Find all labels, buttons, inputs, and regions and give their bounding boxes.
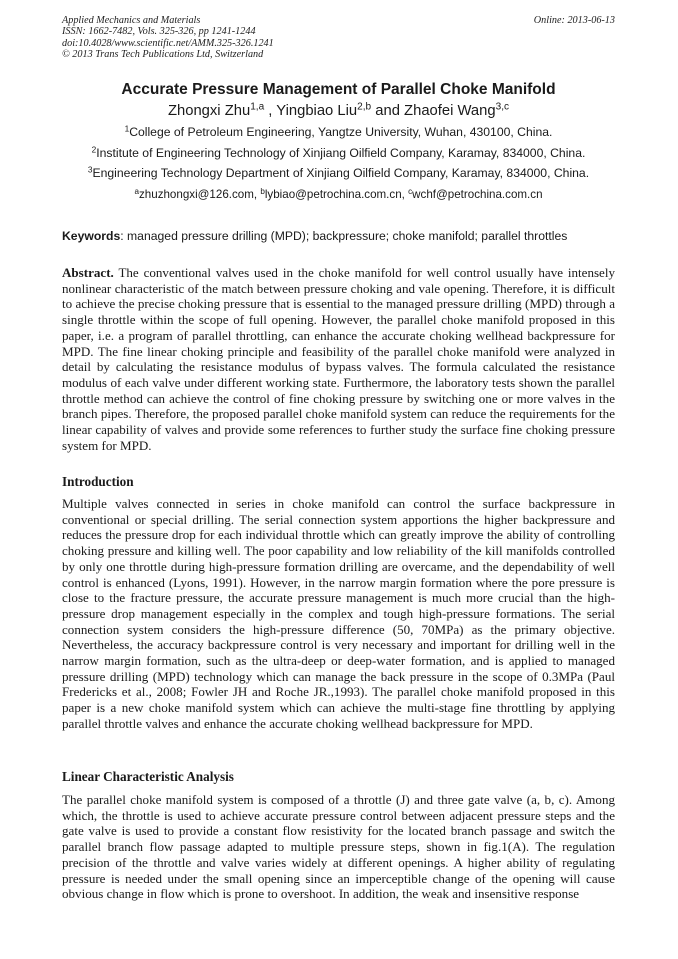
author-sup: 3,c bbox=[495, 101, 510, 113]
keywords-text: : managed pressure drilling (MPD); backpressure; choke manifold; parallel throttles bbox=[120, 229, 568, 243]
author-line bbox=[62, 100, 615, 122]
affiliation-sup: 2 bbox=[91, 143, 97, 154]
title-block bbox=[62, 80, 615, 203]
doi-line: doi:10.4028/www.scientific.net/AMM.325-326.1241 bbox=[62, 37, 274, 49]
email-link[interactable]: lybiao@petrochina.com.cn bbox=[264, 187, 402, 201]
paper-title: Accurate Pressure Management of Parallel Choke Manifold bbox=[121, 81, 556, 98]
keywords-label: Keywords bbox=[62, 229, 121, 243]
email-separator: , bbox=[401, 187, 409, 201]
email-link[interactable]: wchf@petrochina.com.cn bbox=[412, 187, 543, 201]
journal-header bbox=[62, 15, 615, 61]
copyright-line: © 2013 Trans Tech Publications Ltd, Switzerland bbox=[62, 49, 264, 61]
keywords-line bbox=[62, 229, 615, 244]
author-sup: 2,b bbox=[357, 101, 372, 113]
linear-analysis-heading: Linear Characteristic Analysis bbox=[62, 769, 234, 784]
affiliation-text: Engineering Technology Department of Xinjiang Oilfield Company, Karamay, 834000, China. bbox=[92, 166, 590, 180]
affiliation-sup: 1 bbox=[124, 123, 130, 134]
email-line bbox=[62, 187, 615, 203]
affiliation-text: Institute of Engineering Technology of Xinjiang Oilfield Company, Karamay, 834000, China. bbox=[96, 145, 586, 160]
abstract-label: Abstract. bbox=[62, 265, 114, 280]
affiliation-text: College of Petroleum Engineering, Yangtze University, Wuhan, 430100, China. bbox=[129, 125, 553, 139]
abstract-paragraph bbox=[62, 265, 615, 453]
author-name: Yingbiao Liu bbox=[276, 103, 358, 119]
journal-name: Applied Mechanics and Materials bbox=[62, 15, 201, 26]
introduction-heading: Introduction bbox=[62, 474, 134, 489]
online-date: Online: 2013-06-13 bbox=[533, 15, 615, 26]
affiliation-sup: 3 bbox=[87, 164, 93, 175]
email-sup: b bbox=[260, 186, 265, 196]
email-sup: a bbox=[134, 186, 139, 196]
email-link[interactable]: zhuzhongxi@126.com bbox=[139, 187, 254, 201]
affiliation-3 bbox=[62, 163, 615, 184]
author-separator: , bbox=[264, 103, 277, 119]
introduction-paragraph: Multiple valves connected in series in choke manifold can control the surface backpressure in conventional or special drilling. The serial connection system apportions the higher backpressure and reduces the pressure drop for each individual throttle which can greatly improve the ability of controlling choking pressure and killing well. The poor capability and low reliability of the kill manifolds controlled by only one throttle during high-pressure formation drilling are overcame, and the dependability of well control is enhanced (Lyons, 1991). However, in the narrow margin formation where the pore pressure is close to the fracture pressure, the accurate pressure management is much more crucial than the high-pressure drop management especially in the complex and tough high-pressure formations. The serial connection system considers the high-pressure difference (50, 70MPa) as the primary objective. Nevertheless, the accuracy backpressure control is very necessary and important for drilling well in the narrow margin formation, such as the ultra-deep or deep-water formation, and is applied to managed pressure drilling (MPD) technology which can manage the back pressure in the scope of 0.3MPa (Paul Fredericks et al., 2008; Fowler JH and Roche JR.,1993). The parallel choke manifold proposed in this paper is a new choke manifold system which can achieve the multi-stage fine throttling by applying parallel throttle valves and enhance the accurate choking wellhead backpressure for MPD. bbox=[62, 496, 615, 731]
author-name: Zhaofei Wang bbox=[404, 103, 496, 119]
author-name: Zhongxi Zhu bbox=[167, 103, 251, 119]
affiliation-2 bbox=[62, 143, 615, 164]
linear-analysis-paragraph: The parallel choke manifold system is composed of a throttle (J) and three gate valve (a, b, c). Among which, the throttle is used to achieve accurate pressure control between adjacent pressure steps and the gate valve is used to provide a constant flow resistivity for the located branch passage and switch the parallel branch flow passage adapted to multiple pressure steps, shown in fig.1(A). The regulation precision of the throttle and valve varies widely at different openings. A higher ability of regulating pressure is needed under the small opening since an imperceptible change of the opening will cause obvious change in flow which is prone to overshoot. In addition, the weak and insensitive response bbox=[62, 792, 615, 902]
author-separator: and bbox=[371, 103, 405, 119]
email-separator: , bbox=[253, 187, 261, 201]
author-sup: 1,a bbox=[250, 101, 265, 113]
affiliation-1 bbox=[62, 122, 615, 143]
abstract-text: The conventional valves used in the choke manifold for well control usually have intensely nonlinear characteristic of the match between pressure choking and vale opening. Therefore, it is difficult to achieve the precise choking pressure that is essential to the managed pressure drilling (MPD) through a single throttle within the scope of full opening. However, the parallel choke manifold proposed in this paper, i.e. a program of parallel throttling, can enhance the accurate choking wellhead backpressure for MPD. The fine linear choking principle and feasibility of the parallel choke manifold were analyzed in detail by calculating the resistance modulus of bypass valves. The formula calculated the resistance modulus of each valve under different working state. Furthermore, the laboratory tests shown the parallel throttle method can achieve the control of fine choking pressure by switching one or more valves in the branch pipes. Therefore, the proposed parallel choke manifold system can reduce the requirements for the linear capability of valves and provide some references to further study the surface fine choking pressure system for MPD. bbox=[62, 265, 615, 453]
email-sup: c bbox=[408, 186, 413, 196]
issn-line: ISSN: 1662-7482, Vols. 325-326, pp 1241-1244 bbox=[62, 26, 256, 38]
